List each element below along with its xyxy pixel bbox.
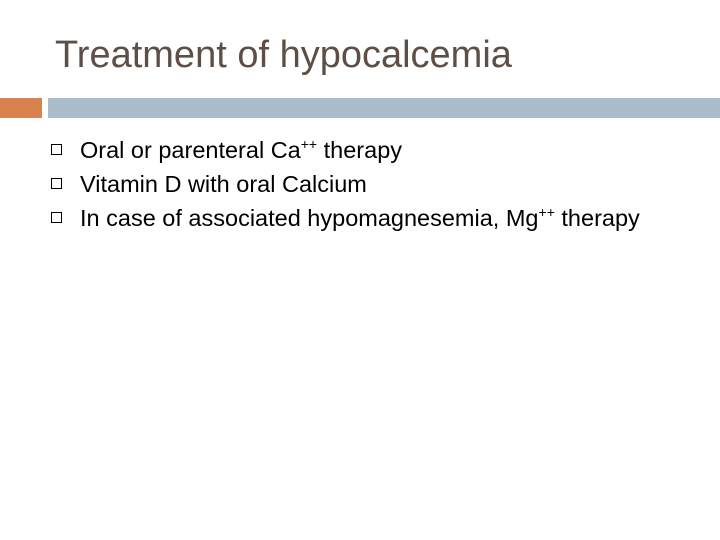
bullet-superscript: ++ bbox=[538, 204, 555, 221]
slide-title: Treatment of hypocalcemia bbox=[55, 34, 512, 76]
square-bullet-icon bbox=[51, 212, 62, 223]
bullet-item-mg-therapy bbox=[51, 201, 691, 235]
bullet-item-vitamin-d bbox=[51, 167, 691, 201]
bullet-superscript: ++ bbox=[300, 136, 318, 152]
bullet-text-after: therapy bbox=[554, 205, 640, 232]
square-bullet-icon bbox=[51, 178, 62, 189]
bullet-item-ca-therapy bbox=[51, 133, 691, 167]
square-bullet-icon bbox=[51, 144, 62, 155]
bullet-text-before: In case of associated hypomagnesemia, Mg bbox=[80, 205, 539, 232]
bullet-list bbox=[51, 133, 691, 235]
bullet-text-after: therapy bbox=[317, 137, 403, 163]
bullet-text-before: Oral or parenteral Ca bbox=[80, 137, 301, 163]
title-rule-accent bbox=[0, 98, 42, 118]
bullet-text-before: Vitamin D with oral Calcium bbox=[80, 171, 367, 198]
title-rule-bar bbox=[48, 98, 720, 118]
